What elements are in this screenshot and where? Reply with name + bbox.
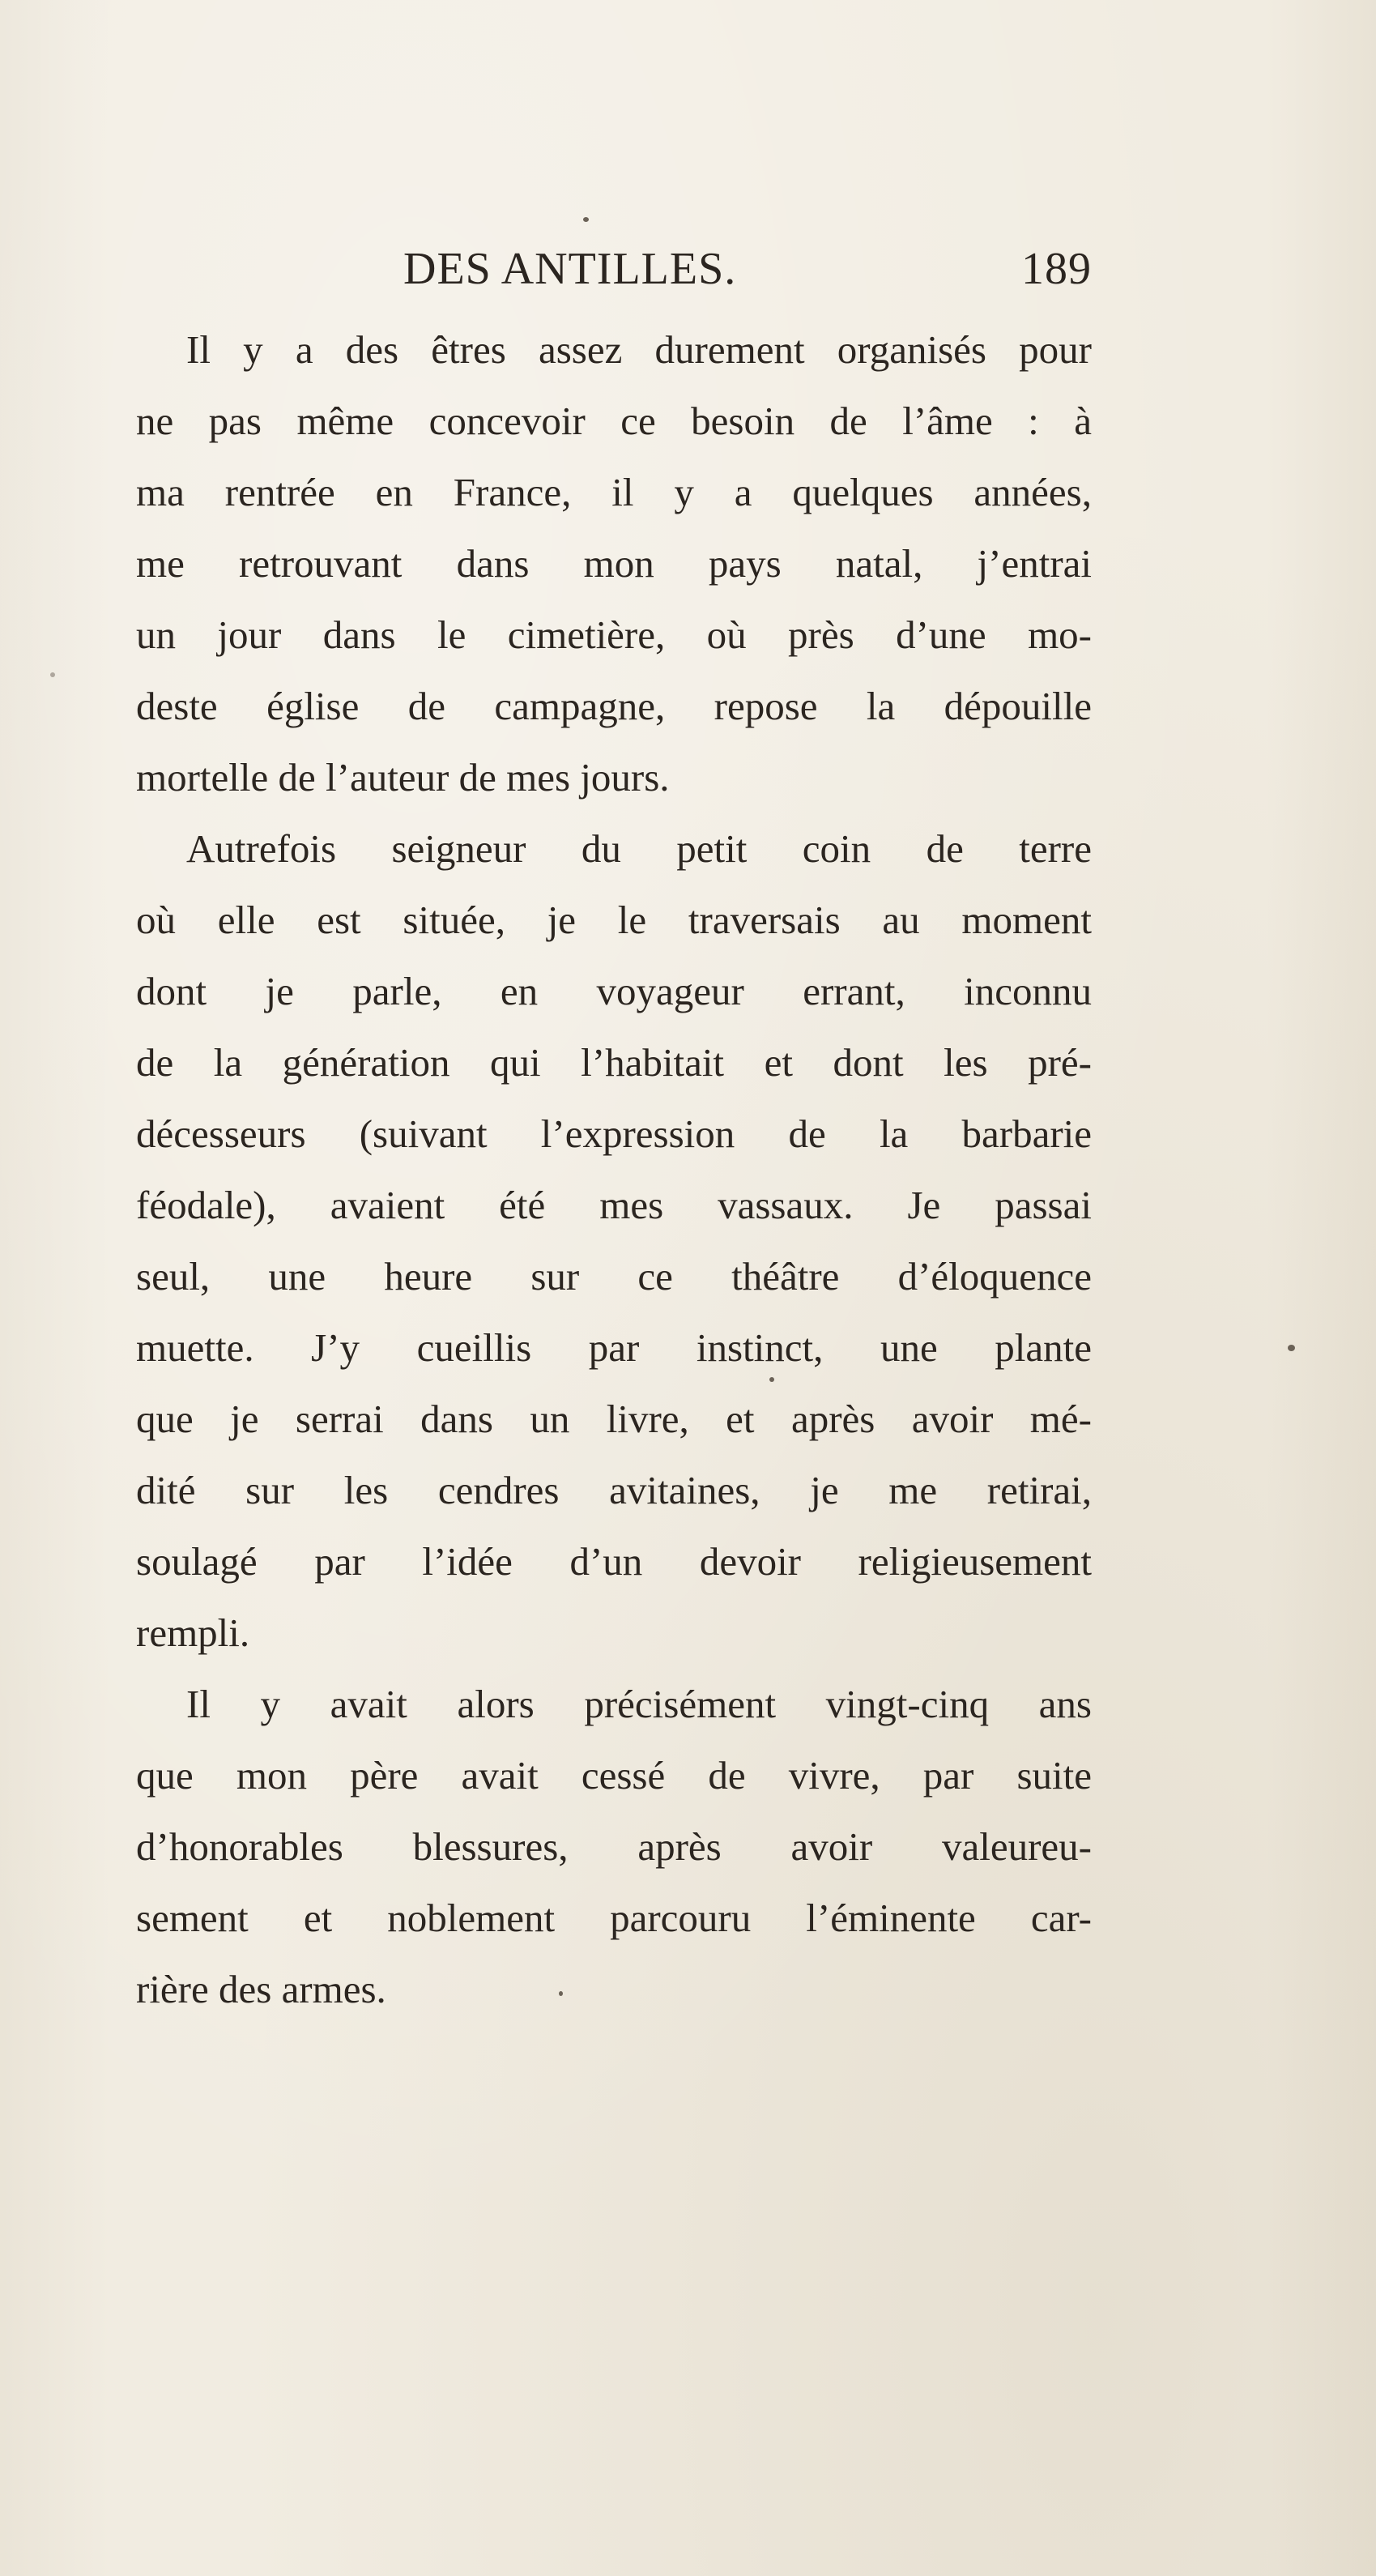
text-line: décesseurs (suivant l’expression de la barbarie bbox=[136, 1111, 1092, 1156]
text-line: sement et noblement parcouru l’éminente car- bbox=[136, 1896, 1092, 1940]
text-line: seul, une heure sur ce théâtre d’éloquence bbox=[136, 1254, 1092, 1299]
text-line: Il y a des êtres assez durement organisés pour bbox=[186, 327, 1092, 372]
text-line: ma rentrée en France, il y a quelques années, bbox=[136, 470, 1092, 514]
paper-speck bbox=[1288, 1345, 1295, 1351]
text-block bbox=[136, 243, 1092, 2025]
text-line: d’honorables blessures, après avoir valeureu- bbox=[136, 1824, 1092, 1869]
text-line: de la génération qui l’habitait et dont les pré- bbox=[136, 1040, 1092, 1085]
paragraph bbox=[136, 813, 1092, 1669]
text-line: rempli. bbox=[136, 1610, 250, 1655]
text-line: rière des armes. bbox=[136, 1967, 386, 2011]
text-line: muette. J’y cueillis par instinct, une plante bbox=[136, 1325, 1092, 1370]
running-head bbox=[136, 243, 1092, 314]
text-line: un jour dans le cimetière, où près d’une mo- bbox=[136, 612, 1092, 657]
text-line: où elle est située, je le traversais au moment bbox=[136, 898, 1092, 942]
text-line: soulagé par l’idée d’un devoir religieusement bbox=[136, 1539, 1092, 1584]
text-line: que je serrai dans un livre, et après avoir mé- bbox=[136, 1397, 1092, 1441]
paper-speck bbox=[50, 672, 55, 677]
text-line: Autrefois seigneur du petit coin de terre bbox=[186, 826, 1092, 871]
text-line: mortelle de l’auteur de mes jours. bbox=[136, 755, 670, 800]
running-head-title: DES ANTILLES. bbox=[403, 244, 737, 294]
text-line: deste église de campagne, repose la dépouille bbox=[136, 684, 1092, 728]
text-line: Il y avait alors précisément vingt-cinq ans bbox=[186, 1682, 1092, 1726]
text-line: ne pas même concevoir ce besoin de l’âme : à bbox=[136, 399, 1092, 443]
text-line: que mon père avait cessé de vivre, par suite bbox=[136, 1753, 1092, 1798]
paper-speck bbox=[583, 217, 589, 222]
paragraph bbox=[136, 1669, 1092, 2025]
text-line: me retrouvant dans mon pays natal, j’entrai bbox=[136, 541, 1092, 586]
paragraph bbox=[136, 314, 1092, 813]
text-line: féodale), avaient été mes vassaux. Je passai bbox=[136, 1183, 1092, 1227]
page-number: 189 bbox=[1021, 244, 1092, 294]
text-line: dont je parle, en voyageur errant, inconnu bbox=[136, 969, 1092, 1013]
text-line: dité sur les cendres avitaines, je me retirai, bbox=[136, 1468, 1092, 1512]
